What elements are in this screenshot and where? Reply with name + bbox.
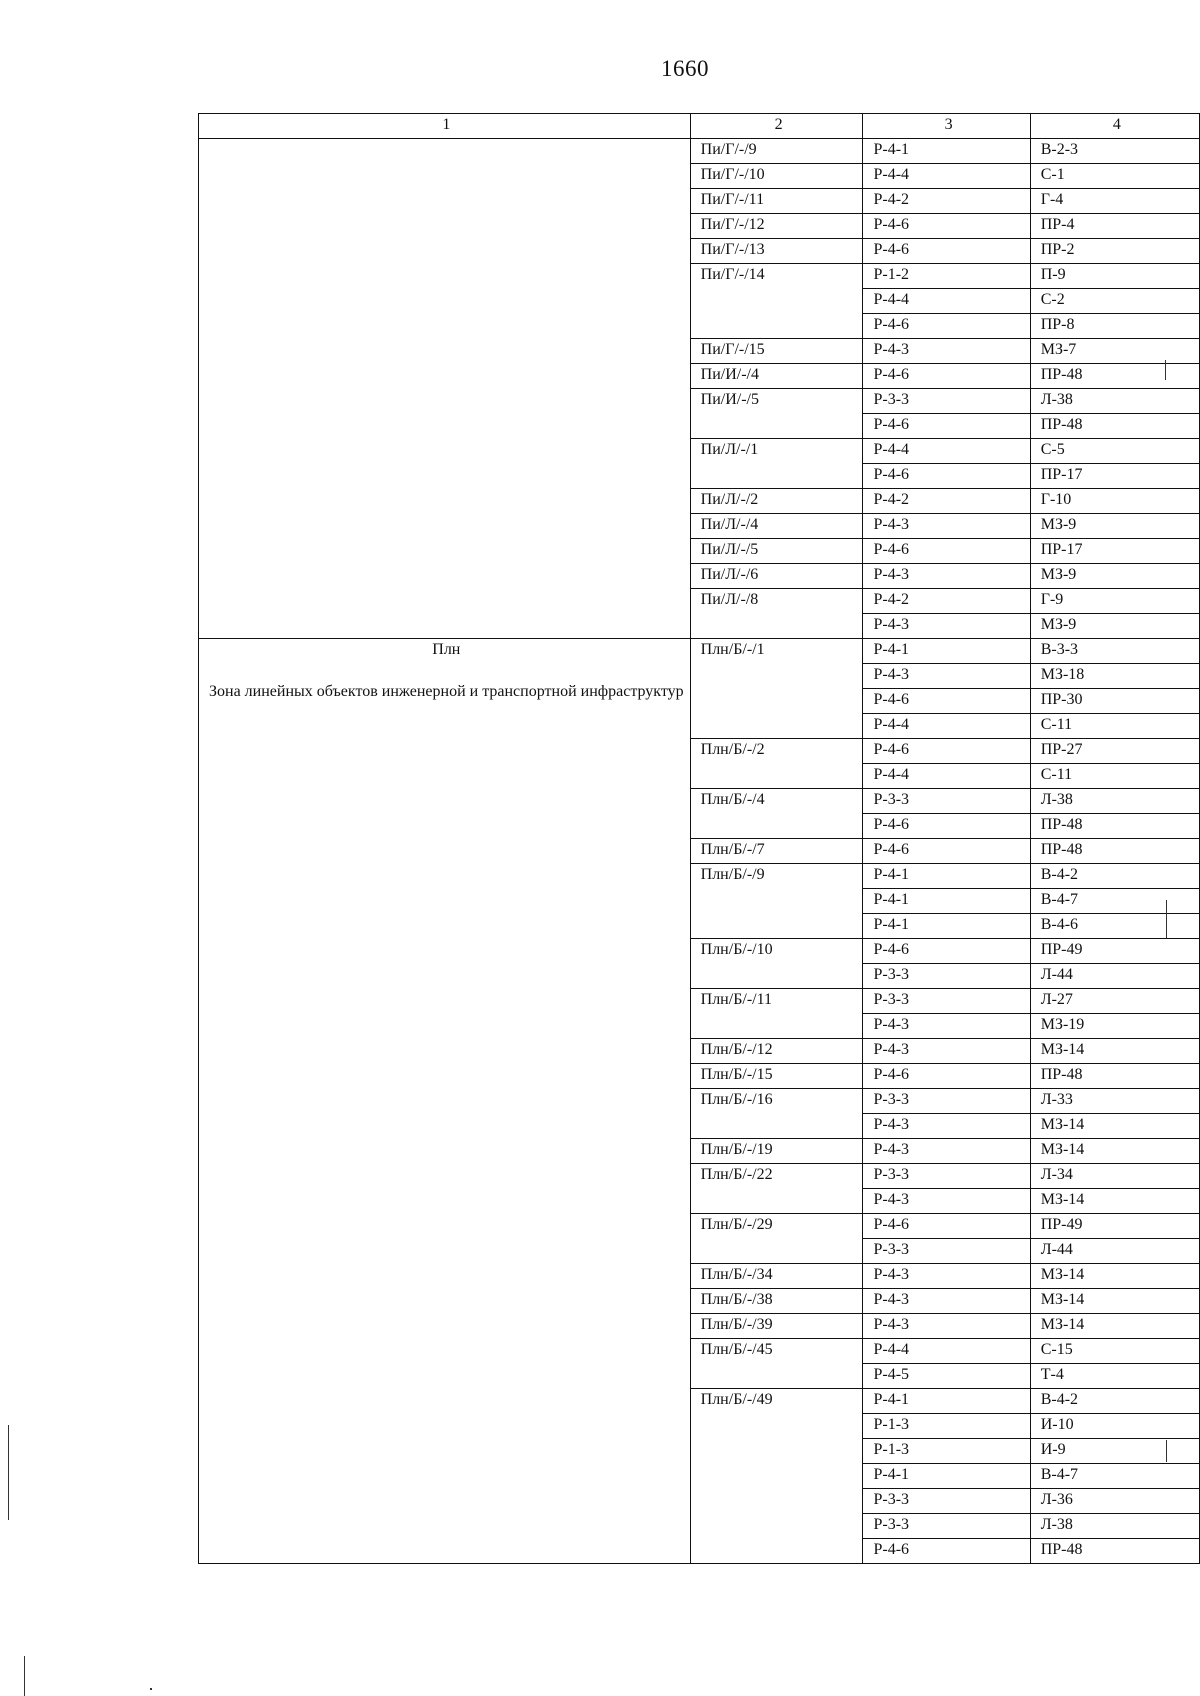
- regulation-code-cell: Р-3-3: [863, 1239, 1030, 1264]
- regulation-code-cell: Р-4-3: [863, 564, 1030, 589]
- object-code-cell: В-4-2: [1030, 1389, 1199, 1414]
- regulation-code-cell: Р-4-6: [863, 939, 1030, 964]
- object-code-cell: ПР-48: [1030, 839, 1199, 864]
- scan-margin-mark: [1166, 900, 1167, 938]
- object-code-cell: Л-38: [1030, 1514, 1199, 1539]
- zone-description: Зона линейных объектов инженерной и транспортной инфраструктур: [209, 683, 684, 700]
- object-code-cell: МЗ-9: [1030, 564, 1199, 589]
- object-code-cell: С-5: [1030, 439, 1199, 464]
- object-code-cell: ПР-48: [1030, 1064, 1199, 1089]
- regulation-code-cell: Р-4-6: [863, 1539, 1030, 1564]
- object-code-cell: МЗ-18: [1030, 664, 1199, 689]
- regulation-code-cell: Р-4-6: [863, 214, 1030, 239]
- regulation-code-cell: Р-4-3: [863, 1014, 1030, 1039]
- object-code-cell: С-1: [1030, 164, 1199, 189]
- regulation-code-cell: Р-3-3: [863, 989, 1030, 1014]
- regulation-code-cell: Р-4-2: [863, 589, 1030, 614]
- object-code-cell: Л-27: [1030, 989, 1199, 1014]
- regulation-code-cell: Р-4-6: [863, 539, 1030, 564]
- regulation-code-cell: Р-4-6: [863, 739, 1030, 764]
- regulation-code-cell: Р-4-1: [863, 1389, 1030, 1414]
- zone-cell: [199, 139, 691, 639]
- regulation-code-cell: Р-4-3: [863, 664, 1030, 689]
- object-code-cell: С-15: [1030, 1339, 1199, 1364]
- object-code-cell: Т-4: [1030, 1364, 1199, 1389]
- table-row: [199, 639, 1200, 664]
- subzone-code-cell: Плн/Б/-/22: [690, 1164, 863, 1214]
- regulation-code-cell: Р-4-3: [863, 1139, 1030, 1164]
- regulation-code-cell: Р-4-3: [863, 1314, 1030, 1339]
- subzone-code-cell: Пи/Л/-/5: [690, 539, 863, 564]
- object-code-cell: ПР-49: [1030, 1214, 1199, 1239]
- object-code-cell: ПР-48: [1030, 814, 1199, 839]
- object-code-cell: ПР-8: [1030, 314, 1199, 339]
- regulation-code-cell: Р-4-6: [863, 1214, 1030, 1239]
- column-header: 4: [1030, 114, 1199, 139]
- regulation-code-cell: Р-3-3: [863, 389, 1030, 414]
- subzone-code-cell: Плн/Б/-/12: [690, 1039, 863, 1064]
- subzone-code-cell: Плн/Б/-/34: [690, 1264, 863, 1289]
- object-code-cell: Л-38: [1030, 389, 1199, 414]
- object-code-cell: ПР-49: [1030, 939, 1199, 964]
- subzone-code-cell: Пи/И/-/5: [690, 389, 863, 439]
- regulation-code-cell: Р-3-3: [863, 1514, 1030, 1539]
- object-code-cell: С-2: [1030, 289, 1199, 314]
- regulation-code-cell: Р-4-1: [863, 864, 1030, 889]
- regulation-code-cell: Р-3-3: [863, 789, 1030, 814]
- regulation-code-cell: Р-4-1: [863, 139, 1030, 164]
- object-code-cell: В-3-3: [1030, 639, 1199, 664]
- object-code-cell: ПР-30: [1030, 689, 1199, 714]
- object-code-cell: МЗ-19: [1030, 1014, 1199, 1039]
- regulation-code-cell: Р-4-6: [863, 689, 1030, 714]
- column-header: 1: [199, 114, 691, 139]
- regulation-code-cell: Р-4-6: [863, 364, 1030, 389]
- subzone-code-cell: Плн/Б/-/9: [690, 864, 863, 939]
- regulation-code-cell: Р-4-3: [863, 1114, 1030, 1139]
- subzone-code-cell: Плн/Б/-/19: [690, 1139, 863, 1164]
- regulation-code-cell: Р-4-3: [863, 1039, 1030, 1064]
- table-body: [199, 139, 1200, 1564]
- regulation-code-cell: Р-4-1: [863, 914, 1030, 939]
- object-code-cell: Л-33: [1030, 1089, 1199, 1114]
- regulation-code-cell: Р-4-3: [863, 1189, 1030, 1214]
- object-code-cell: ПР-4: [1030, 214, 1199, 239]
- scan-margin-mark: [8, 1425, 9, 1520]
- object-code-cell: ПР-2: [1030, 239, 1199, 264]
- object-code-cell: С-11: [1030, 764, 1199, 789]
- object-code-cell: МЗ-9: [1030, 614, 1199, 639]
- object-code-cell: МЗ-14: [1030, 1139, 1199, 1164]
- subzone-code-cell: Плн/Б/-/7: [690, 839, 863, 864]
- scan-margin-mark: [1165, 360, 1166, 380]
- regulation-code-cell: Р-4-3: [863, 1264, 1030, 1289]
- subzone-code-cell: Плн/Б/-/49: [690, 1389, 863, 1564]
- subzone-code-cell: Пи/Л/-/6: [690, 564, 863, 589]
- subzone-code-cell: Плн/Б/-/10: [690, 939, 863, 989]
- regulation-code-cell: Р-4-6: [863, 839, 1030, 864]
- page-number: 1660: [661, 56, 709, 81]
- subzone-code-cell: Плн/Б/-/16: [690, 1089, 863, 1139]
- object-code-cell: МЗ-7: [1030, 339, 1199, 364]
- regulation-code-cell: Р-4-6: [863, 314, 1030, 339]
- object-code-cell: С-11: [1030, 714, 1199, 739]
- subzone-code-cell: Плн/Б/-/29: [690, 1214, 863, 1264]
- regulation-code-cell: Р-1-3: [863, 1439, 1030, 1464]
- object-code-cell: ПР-48: [1030, 364, 1199, 389]
- subzone-code-cell: Плн/Б/-/39: [690, 1314, 863, 1339]
- zone-cell: [199, 639, 691, 1564]
- subzone-code-cell: Плн/Б/-/15: [690, 1064, 863, 1089]
- regulation-code-cell: Р-4-3: [863, 514, 1030, 539]
- subzone-code-cell: Пи/Г/-/11: [690, 189, 863, 214]
- object-code-cell: Л-34: [1030, 1164, 1199, 1189]
- regulation-code-cell: Р-4-2: [863, 489, 1030, 514]
- object-code-cell: ПР-17: [1030, 464, 1199, 489]
- subzone-code-cell: Плн/Б/-/11: [690, 989, 863, 1039]
- object-code-cell: МЗ-14: [1030, 1114, 1199, 1139]
- object-code-cell: ПР-27: [1030, 739, 1199, 764]
- object-code-cell: В-4-7: [1030, 889, 1199, 914]
- object-code-cell: МЗ-14: [1030, 1314, 1199, 1339]
- regulation-code-cell: Р-1-3: [863, 1414, 1030, 1439]
- zones-table: [198, 113, 1200, 1564]
- object-code-cell: Г-9: [1030, 589, 1199, 614]
- regulation-code-cell: Р-4-4: [863, 289, 1030, 314]
- column-header: 3: [863, 114, 1030, 139]
- subzone-code-cell: Пи/Л/-/2: [690, 489, 863, 514]
- subzone-code-cell: Пи/Г/-/9: [690, 139, 863, 164]
- object-code-cell: МЗ-14: [1030, 1189, 1199, 1214]
- subzone-code-cell: Пи/Г/-/14: [690, 264, 863, 339]
- regulation-code-cell: Р-4-5: [863, 1364, 1030, 1389]
- object-code-cell: И-10: [1030, 1414, 1199, 1439]
- subzone-code-cell: Пи/Л/-/1: [690, 439, 863, 489]
- subzone-code-cell: Пи/И/-/4: [690, 364, 863, 389]
- object-code-cell: Г-4: [1030, 189, 1199, 214]
- object-code-cell: В-4-7: [1030, 1464, 1199, 1489]
- regulation-code-cell: Р-3-3: [863, 964, 1030, 989]
- object-code-cell: Г-10: [1030, 489, 1199, 514]
- regulation-code-cell: Р-4-6: [863, 464, 1030, 489]
- object-code-cell: ПР-48: [1030, 414, 1199, 439]
- regulation-code-cell: Р-4-6: [863, 414, 1030, 439]
- object-code-cell: МЗ-14: [1030, 1039, 1199, 1064]
- regulation-code-cell: Р-4-4: [863, 439, 1030, 464]
- object-code-cell: П-9: [1030, 264, 1199, 289]
- object-code-cell: МЗ-14: [1030, 1289, 1199, 1314]
- regulation-code-cell: Р-4-2: [863, 189, 1030, 214]
- regulation-code-cell: Р-4-3: [863, 1289, 1030, 1314]
- regulation-code-cell: Р-4-1: [863, 1464, 1030, 1489]
- regulation-code-cell: Р-4-6: [863, 239, 1030, 264]
- subzone-code-cell: Пи/Г/-/15: [690, 339, 863, 364]
- regulation-code-cell: Р-4-3: [863, 614, 1030, 639]
- object-code-cell: Л-44: [1030, 1239, 1199, 1264]
- regulation-code-cell: Р-1-2: [863, 264, 1030, 289]
- regulation-code-cell: Р-4-1: [863, 889, 1030, 914]
- column-header: 2: [690, 114, 863, 139]
- object-code-cell: МЗ-9: [1030, 514, 1199, 539]
- subzone-code-cell: Пи/Г/-/13: [690, 239, 863, 264]
- subzone-code-cell: Пи/Л/-/8: [690, 589, 863, 639]
- scan-margin-mark: [150, 1688, 152, 1690]
- regulation-code-cell: Р-4-1: [863, 639, 1030, 664]
- object-code-cell: МЗ-14: [1030, 1264, 1199, 1289]
- subzone-code-cell: Пи/Г/-/12: [690, 214, 863, 239]
- object-code-cell: В-4-6: [1030, 914, 1199, 939]
- subzone-code-cell: Плн/Б/-/38: [690, 1289, 863, 1314]
- object-code-cell: И-9: [1030, 1439, 1199, 1464]
- object-code-cell: ПР-48: [1030, 1539, 1199, 1564]
- zone-code: Плн: [432, 641, 461, 658]
- regulation-code-cell: Р-4-4: [863, 764, 1030, 789]
- subzone-code-cell: Плн/Б/-/1: [690, 639, 863, 739]
- scan-margin-mark: [1166, 1440, 1167, 1462]
- regulation-code-cell: Р-4-4: [863, 714, 1030, 739]
- regulation-code-cell: Р-3-3: [863, 1164, 1030, 1189]
- regulation-code-cell: Р-3-3: [863, 1089, 1030, 1114]
- regulation-code-cell: Р-4-4: [863, 164, 1030, 189]
- object-code-cell: Л-36: [1030, 1489, 1199, 1514]
- regulation-code-cell: Р-3-3: [863, 1489, 1030, 1514]
- table-row: [199, 139, 1200, 164]
- object-code-cell: В-2-3: [1030, 139, 1199, 164]
- subzone-code-cell: Пи/Л/-/4: [690, 514, 863, 539]
- subzone-code-cell: Пи/Г/-/10: [690, 164, 863, 189]
- regulation-code-cell: Р-4-4: [863, 1339, 1030, 1364]
- subzone-code-cell: Плн/Б/-/2: [690, 739, 863, 789]
- subzone-code-cell: Плн/Б/-/4: [690, 789, 863, 839]
- object-code-cell: Л-38: [1030, 789, 1199, 814]
- table-header-row: [199, 114, 1200, 139]
- regulation-code-cell: Р-4-6: [863, 1064, 1030, 1089]
- scan-margin-mark: [24, 1656, 25, 1696]
- regulation-code-cell: Р-4-3: [863, 339, 1030, 364]
- object-code-cell: Л-44: [1030, 964, 1199, 989]
- object-code-cell: В-4-2: [1030, 864, 1199, 889]
- subzone-code-cell: Плн/Б/-/45: [690, 1339, 863, 1389]
- object-code-cell: ПР-17: [1030, 539, 1199, 564]
- regulation-code-cell: Р-4-6: [863, 814, 1030, 839]
